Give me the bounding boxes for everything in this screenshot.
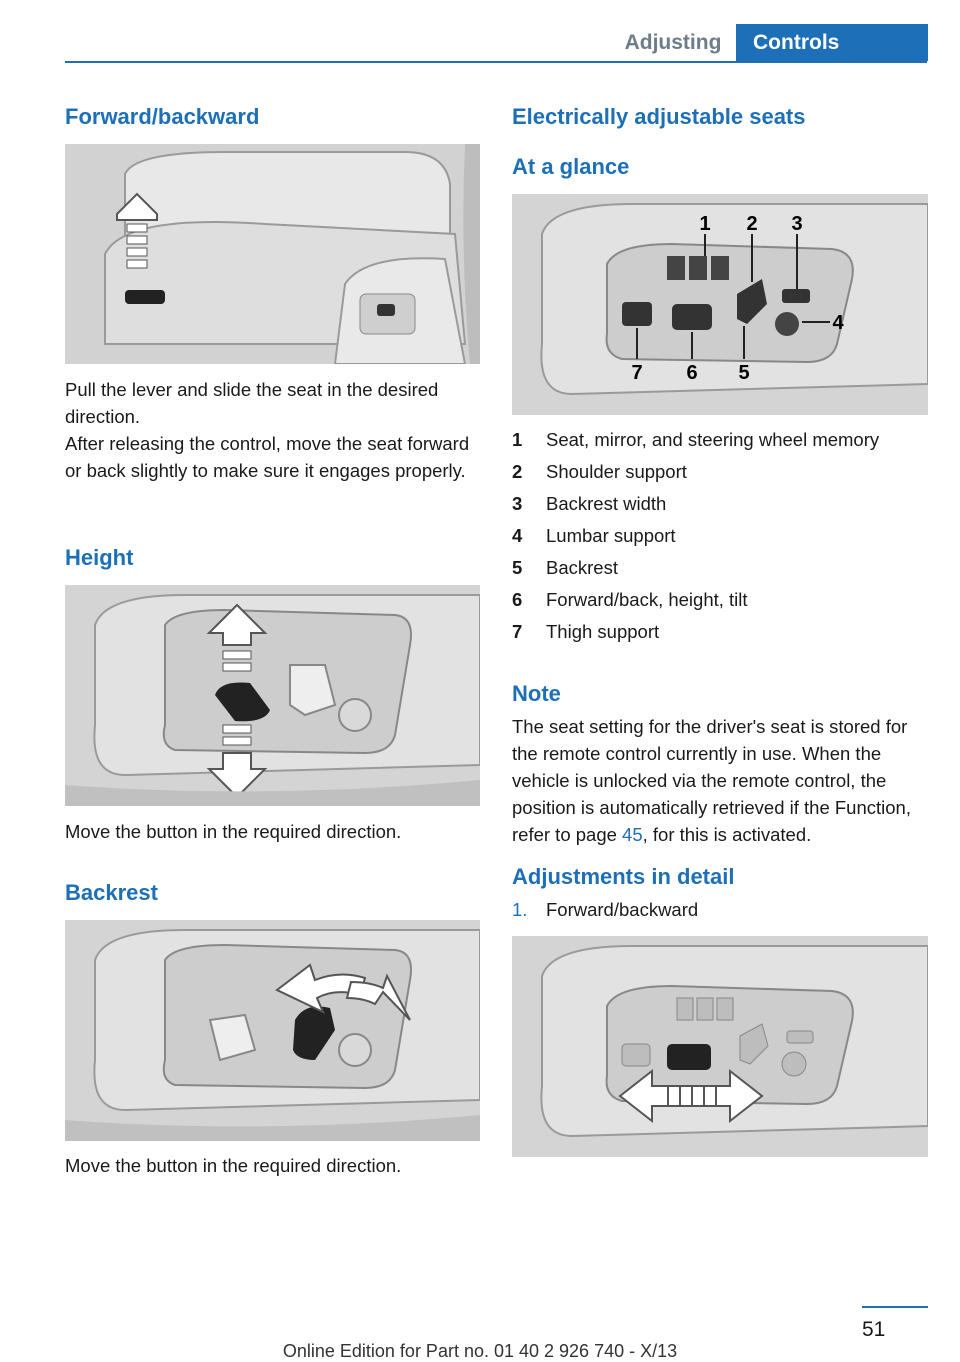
page-number: 51 bbox=[862, 1318, 886, 1341]
figure-forward-backward-control bbox=[512, 936, 928, 1157]
callout-3: 3 bbox=[791, 213, 803, 235]
heading-electric-seats: Electrically adjustable seats bbox=[512, 104, 806, 129]
subheading-at-a-glance: At a glance bbox=[512, 154, 630, 179]
figure-seat-controls-overview bbox=[512, 194, 928, 415]
callout-6: 6 bbox=[686, 362, 698, 384]
forward-paragraph-1: Pull the lever and slide the seat in the desired direction. bbox=[65, 379, 439, 427]
heading-note: Note bbox=[512, 681, 561, 706]
page-number-rule bbox=[862, 1306, 928, 1308]
figure-height-control bbox=[65, 585, 480, 806]
height-paragraph: Move the button in the required direction. bbox=[65, 821, 402, 842]
callout-4: 4 bbox=[832, 312, 844, 334]
footer-edition: Online Edition for Part no. 01 40 2 926 740 - X/13 bbox=[282, 1341, 678, 1361]
forward-paragraph-2: After releasing the control, move the seat forward or back slightly to make sure it engages properly. bbox=[65, 433, 470, 481]
callout-7: 7 bbox=[631, 362, 643, 384]
heading-backrest: Backrest bbox=[65, 880, 158, 905]
heading-forward-backward: Forward/backward bbox=[65, 104, 260, 129]
section-tab-adjusting: Adjusting bbox=[624, 31, 722, 54]
header-rule bbox=[65, 61, 927, 63]
callout-2: 2 bbox=[746, 213, 758, 235]
heading-height: Height bbox=[65, 545, 134, 570]
heading-adjustments-detail: Adjustments in detail bbox=[512, 864, 735, 889]
callout-1: 1 bbox=[699, 213, 711, 235]
page-reference-link[interactable]: 45 bbox=[622, 824, 643, 845]
figure-backrest-control bbox=[65, 920, 480, 1141]
note-paragraph: The seat setting for the driver's seat is stored for the remote control currently in use. When the vehicle is unlocked via the remote control, the position is automatically retrieved if the Function, refer to page 45, for this is activated. bbox=[512, 716, 911, 845]
figure-seat-lever bbox=[65, 144, 480, 364]
callout-5: 5 bbox=[738, 362, 750, 384]
backrest-paragraph: Move the button in the required direction. bbox=[65, 1155, 402, 1176]
chapter-tab-controls: Controls bbox=[736, 24, 928, 61]
